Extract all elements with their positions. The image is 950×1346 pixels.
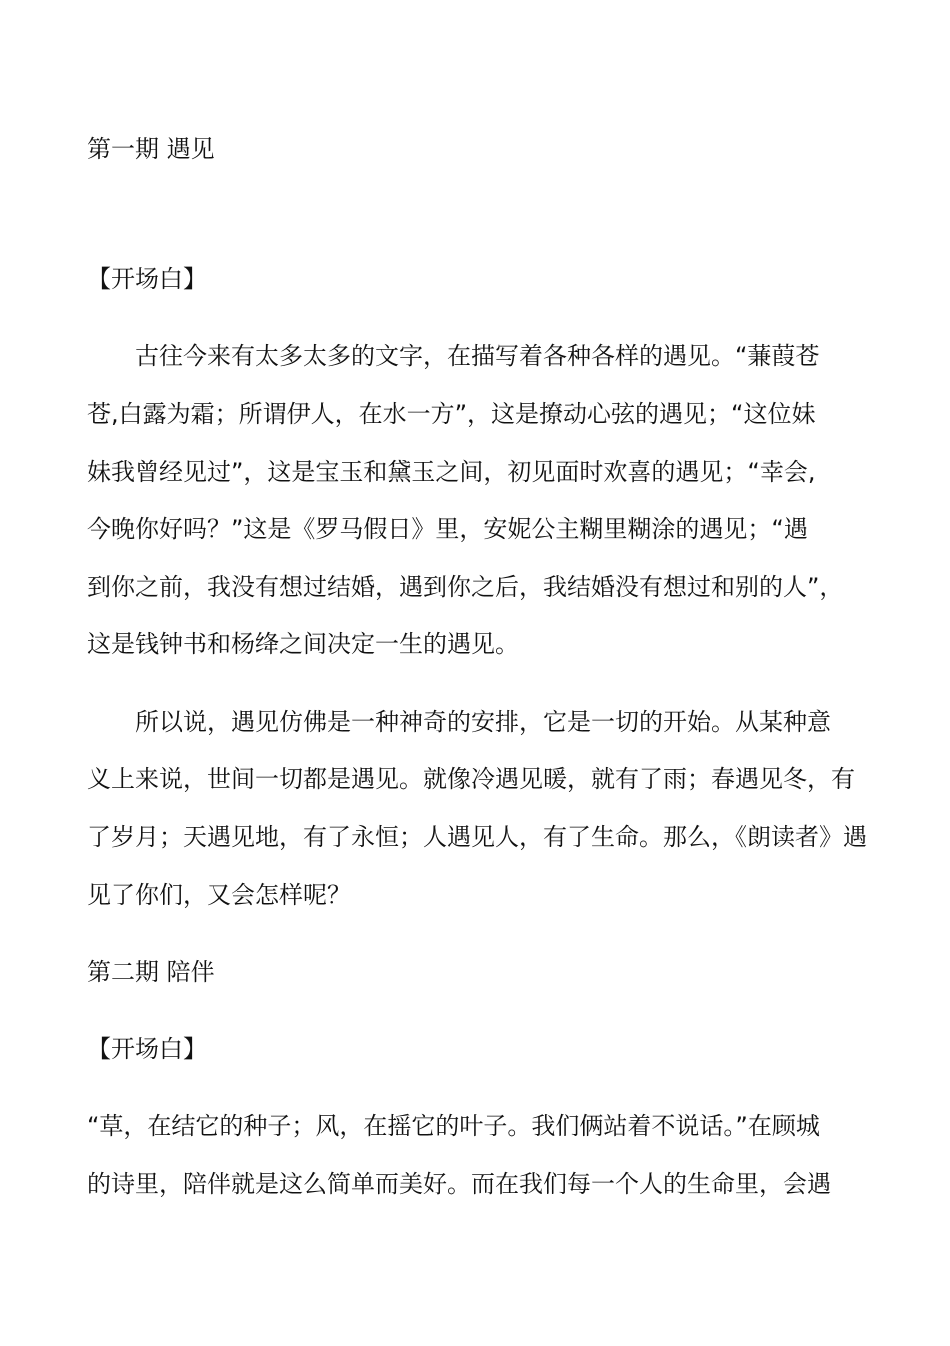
paragraph-line: 这是钱钟书和杨绛之间决定一生的遇见。: [87, 630, 519, 658]
paragraph-line: “草，在结它的种子；风，在摇它的叶子。我们俩站着不说话。”在顾城: [87, 1112, 820, 1140]
paragraph-line: 古往今来有太多太多的文字，在描写着各种各样的遇见。“蒹葭苍: [87, 342, 820, 370]
paragraph-line: 今晚你好吗？”这是《罗马假日》里，安妮公主糊里糊涂的遇见；“遇: [87, 515, 808, 543]
paragraph-line: 到你之前，我没有想过结婚，遇到你之后，我结婚没有想过和别的人”，: [87, 573, 844, 601]
paragraph-line: 了岁月；天遇见地，有了永恒；人遇见人，有了生命。那么，《朗读者》遇: [87, 823, 867, 851]
paragraph-line: 妹我曾经见过”，这是宝玉和黛玉之间，初见面时欢喜的遇见；“幸会,: [87, 458, 816, 486]
paragraph-line: 所以说，遇见仿佛是一种神奇的安排，它是一切的开始。从某种意: [87, 708, 831, 736]
section1-title: 第一期 遇见: [87, 135, 215, 163]
section1-opening-tag: 【开场白】: [87, 265, 207, 293]
section2-opening-tag: 【开场白】: [87, 1035, 207, 1063]
paragraph-line: 见了你们，又会怎样呢？: [87, 881, 351, 909]
paragraph-line: 的诗里，陪伴就是这么简单而美好。而在我们每一个人的生命里，会遇: [87, 1170, 831, 1198]
paragraph-line: 义上来说，世间一切都是遇见。就像冷遇见暖，就有了雨；春遇见冬，有: [87, 765, 855, 793]
paragraph-line: 苍,白露为霜；所谓伊人，在水一方”，这是撩动心弦的遇见；“这位妹: [87, 400, 816, 428]
section2-title: 第二期 陪伴: [87, 958, 215, 986]
